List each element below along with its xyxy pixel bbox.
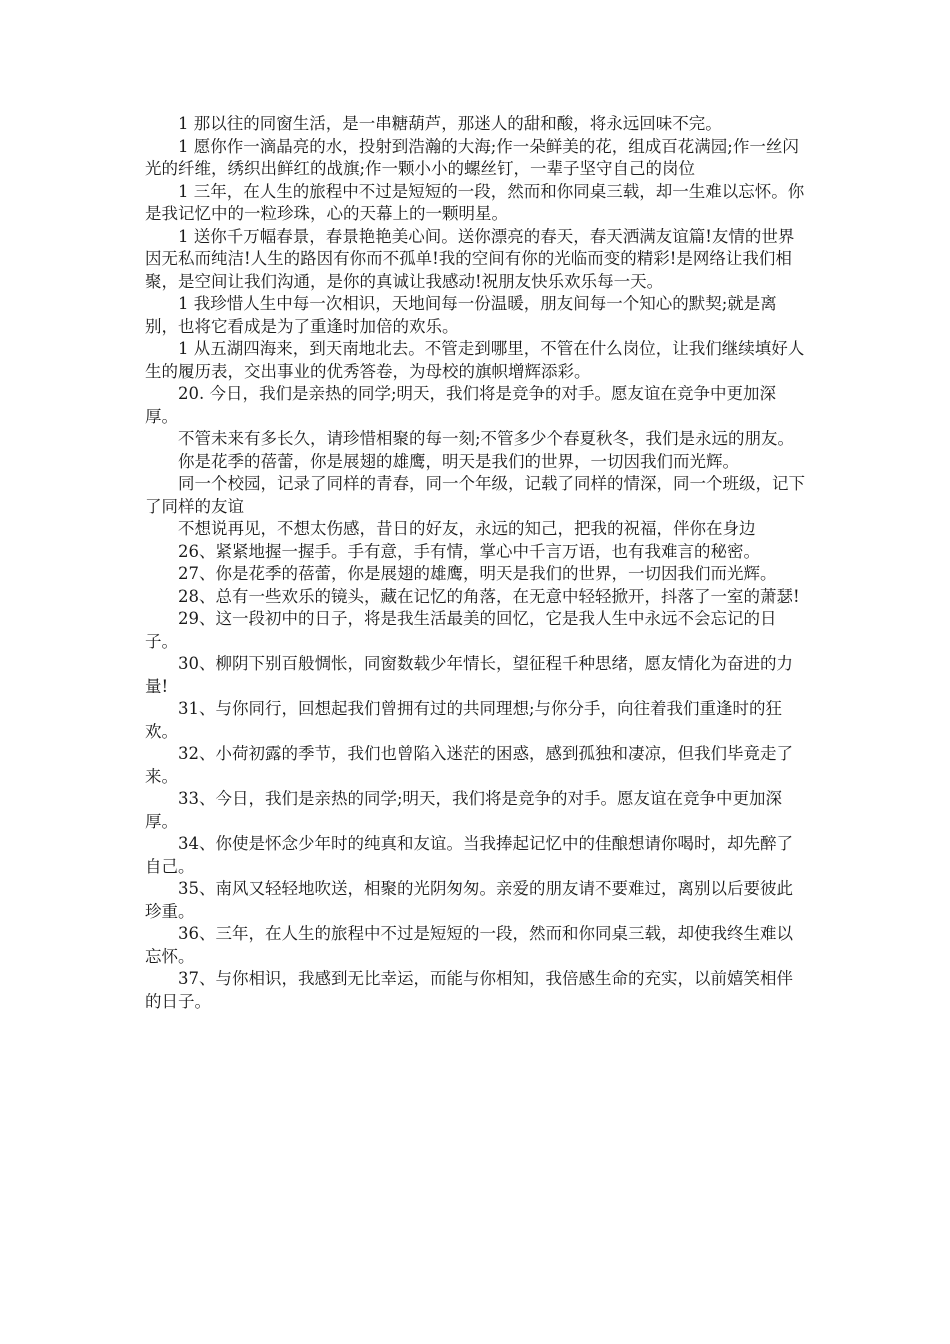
paragraph: 1 愿你作一滴晶亮的水，投射到浩瀚的大海;作一朵鲜美的花，组成百花满园;作一丝闪光的纤维，绣织出鲜红的战旗;作一颗小小的螺丝钉，一辈子坚守自己的岗位 [145,136,799,178]
paragraph: 37、与你相识，我感到无比幸运，而能与你相知，我倍感生命的充实，以前嬉笑相伴的日子。 [145,969,793,1011]
paragraph: 1 我珍惜人生中每一次相识，天地间每一份温暖，朋友间每一个知心的默契;就是离别，也将它看成是为了重逢时加倍的欢乐。 [145,294,777,336]
paragraph: 20. 今日，我们是亲热的同学;明天，我们将是竞争的对手。愿友谊在竞争中更加深厚。 [145,384,777,426]
paragraph: 30、柳阴下别百般惆怅，同窗数载少年情长，望征程千种思绪，愿友情化为奋进的力量! [145,654,793,696]
paragraph: 32、小荷初露的季节，我们也曾陷入迷茫的困惑，感到孤独和凄凉，但我们毕竟走了来。 [145,744,793,786]
paragraph: 33、今日，我们是亲热的同学;明天，我们将是竞争的对手。愿友谊在竞争中更加深厚。 [145,789,783,831]
paragraph: 31、与你同行，回想起我们曾拥有过的共同理想;与你分手，向往着我们重逢时的狂欢。 [145,699,783,741]
paragraph: 不想说再见，不想太伤感，昔日的好友，永远的知己，把我的祝福，伴你在身边 [178,519,756,538]
paragraph: 35、南风又轻轻地吹送，相聚的光阴匆匆。亲爱的朋友请不要难过，离别以后要彼此珍重。 [145,879,793,921]
paragraph: 1 从五湖四海来，到天南地北去。不管走到哪里，不管在什么岗位，让我们继续填好人生的履历表，交出事业的优秀答卷，为母校的旗帜增辉添彩。 [145,339,805,381]
paragraph: 28、总有一些欢乐的镜头，藏在记忆的角落，在无意中轻轻掀开，抖落了一室的萧瑟! [178,586,800,606]
paragraph: 你是花季的蓓蕾，你是展翅的雄鹰，明天是我们的世界，一切因我们而光辉。 [178,451,739,471]
paragraph: 同一个校园，记录了同样的青春，同一个年级，记载了同样的情深，同一个班级，记下了同样的友谊 [145,474,805,516]
paragraph: 34、你使是怀念少年时的纯真和友谊。当我捧起记忆中的佳酿想请你喝时，却先醉了自己。 [145,834,793,876]
paragraph: 36、三年，在人生的旅程中不过是短短的一段，然而和你同桌三载，却使我终生难以忘怀。 [145,924,793,966]
paragraph: 29、这一段初中的日子，将是我生活最美的回忆，它是我人生中永远不会忘记的日子。 [145,609,777,651]
paragraph: 1 那以往的同窗生活，是一串糖葫芦，那迷人的甜和酸，将永远回味不完。 [178,114,722,133]
paragraph: 1 送你千万幅春景，春景艳艳美心间。送你漂亮的春天，春天洒满友谊篇!友情的世界因无私而纯洁!人生的路因有你而不孤单!我的空间有你的光临而变的精彩!是网络让我们相聚，是空间让我们沟通，是你的真诚让我感动!祝朋友快乐欢乐每一天。 [145,226,795,291]
paragraph: 1 三年，在人生的旅程中不过是短短的一段，然而和你同桌三载，却一生难以忘怀。你是我记忆中的一粒珍珠，心的天幕上的一颗明星。 [145,181,805,223]
paragraph: 26、紧紧地握一握手。手有意，手有情，掌心中千言万语，也有我难言的秘密。 [178,541,760,561]
document-body [145,113,805,1013]
paragraph: 27、你是花季的蓓蕾，你是展翅的雄鹰，明天是我们的世界，一切因我们而光辉。 [178,564,777,583]
paragraph: 不管未来有多长久，请珍惜相聚的每一刻;不管多少个春夏秋冬，我们是永远的朋友。 [178,429,795,448]
